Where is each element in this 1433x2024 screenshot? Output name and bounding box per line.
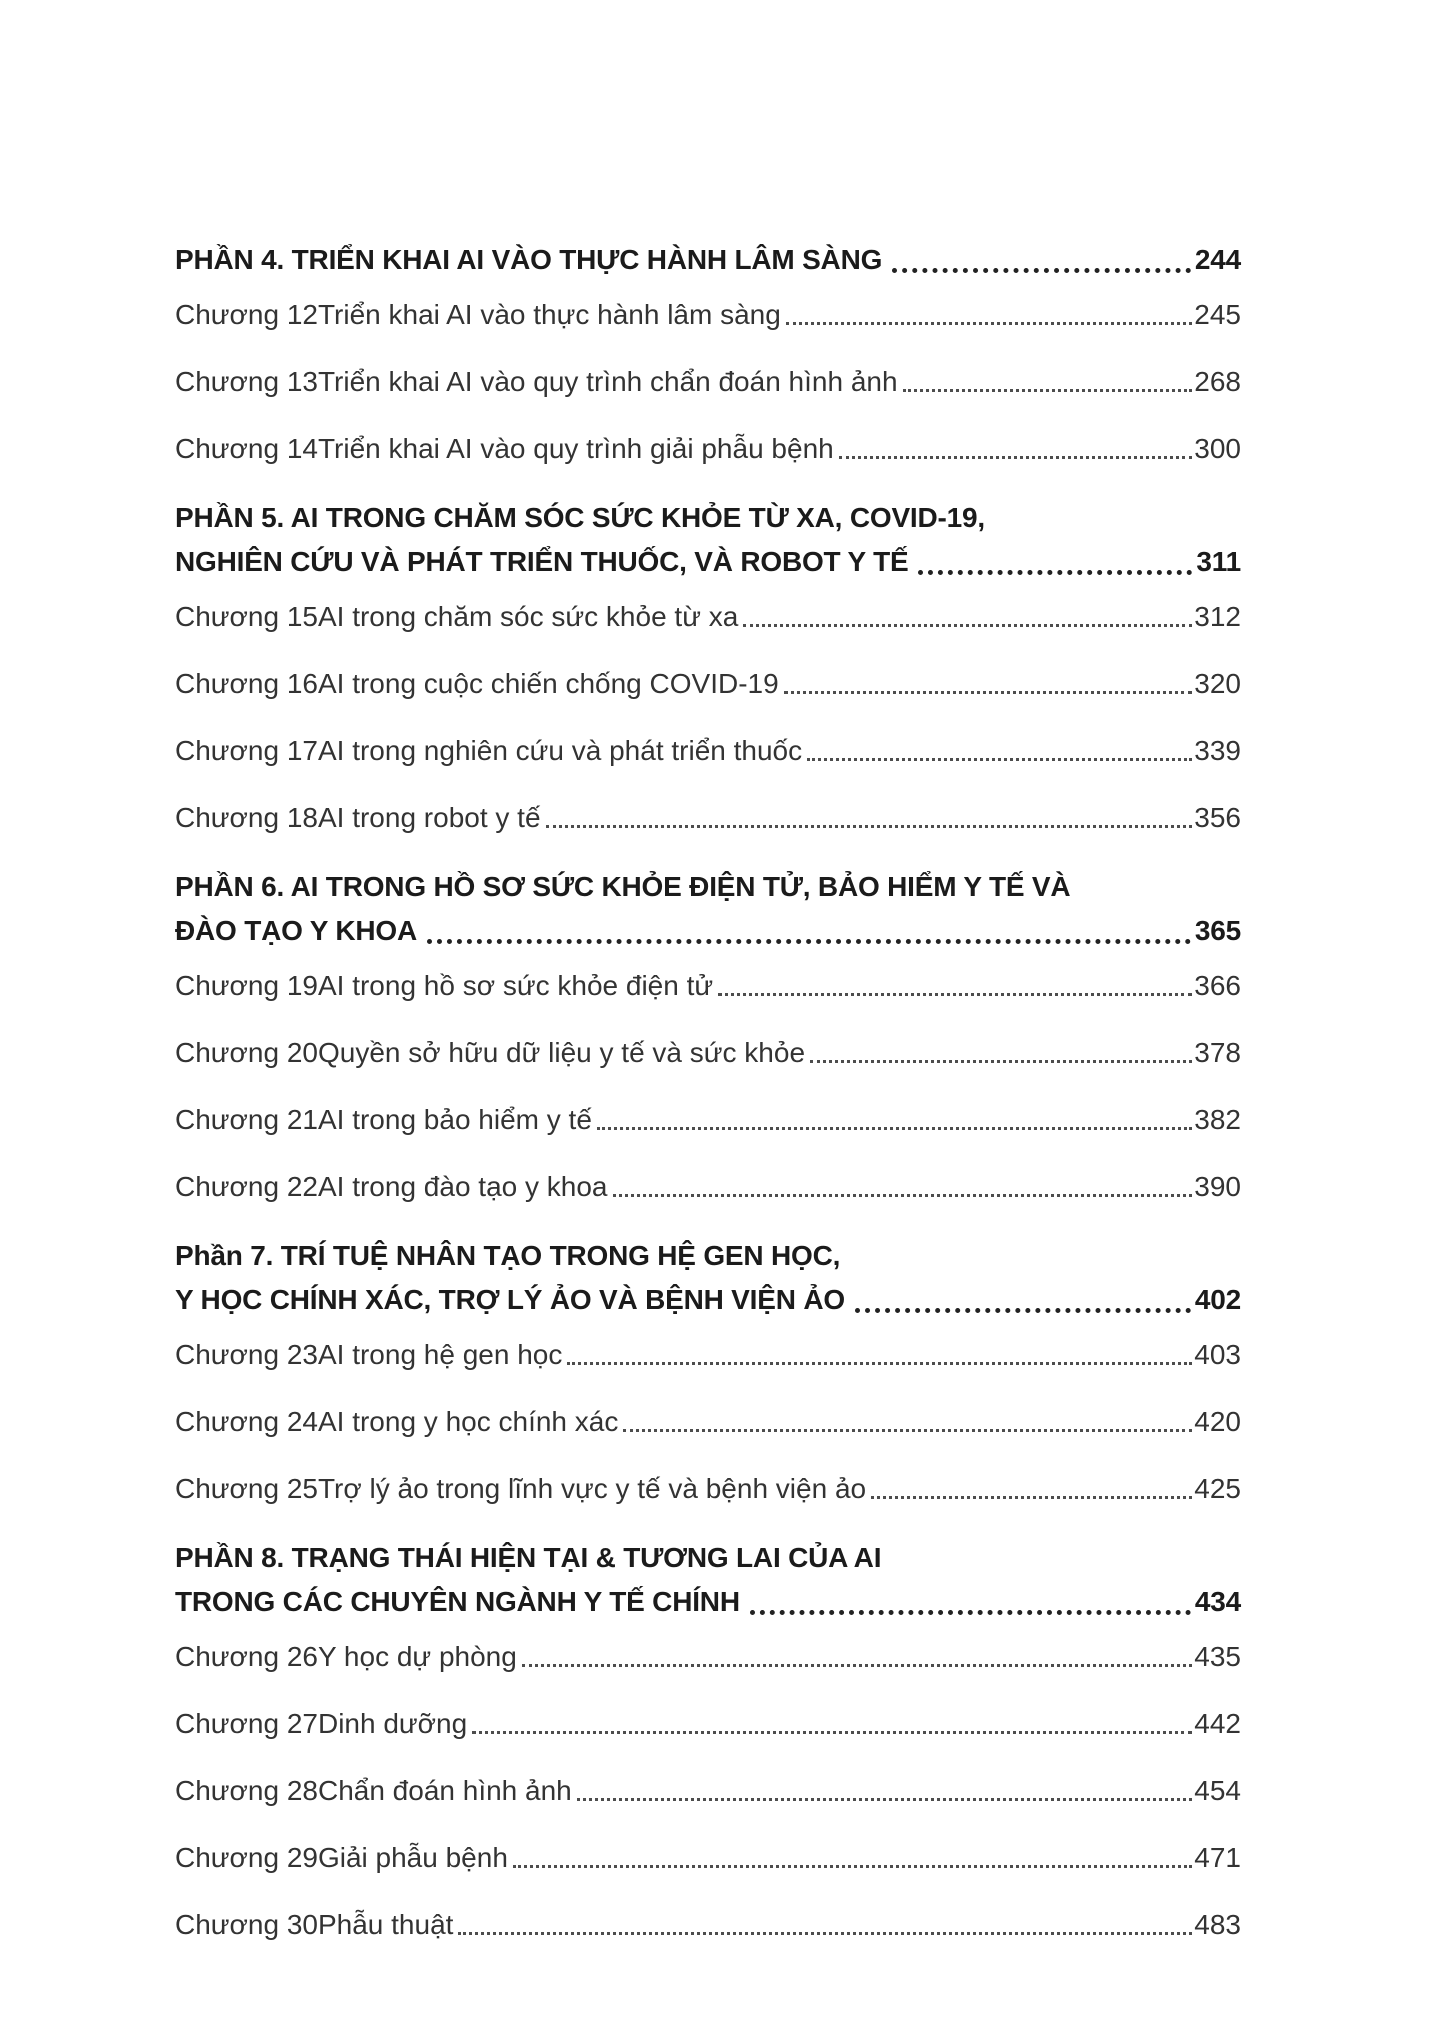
section-page-number: 311: [1196, 546, 1241, 577]
section-title: [175, 1536, 1241, 1624]
chapter-label: Chương 15: [175, 601, 318, 632]
leader-dots: [892, 268, 1191, 273]
toc-entry: [175, 1338, 1241, 1372]
toc-entry: [175, 1707, 1241, 1741]
chapter-label: Chương 14: [175, 433, 318, 464]
chapter-page-number: 403: [1194, 1339, 1241, 1370]
toc-section-8: [175, 1536, 1241, 1942]
section-page-number: 402: [1194, 1284, 1241, 1315]
chapter-page-number: 425: [1194, 1473, 1241, 1504]
toc-entry: [175, 365, 1241, 399]
section-page-number: 434: [1194, 1586, 1241, 1617]
toc-page: [175, 238, 1241, 1942]
toc-entry: [175, 432, 1241, 466]
leader-dots: [546, 825, 1193, 828]
chapter-label: Chương 26: [175, 1641, 318, 1672]
leader-dots: [743, 624, 1192, 627]
toc-entry: [175, 600, 1241, 634]
toc-section-5: [175, 496, 1241, 835]
chapter-title: AI trong đào tạo y khoa: [317, 1171, 608, 1202]
leader-dots: [577, 1798, 1193, 1801]
chapter-label: Chương 28: [175, 1775, 318, 1806]
section-page-number: 365: [1194, 915, 1241, 946]
chapter-page-number: 366: [1194, 970, 1241, 1001]
leader-dots: [784, 691, 1193, 694]
section-title-text: TRONG CÁC CHUYÊN NGÀNH Y TẾ CHÍNH: [175, 1586, 740, 1617]
chapter-page-number: 339: [1194, 735, 1241, 766]
section-title: [175, 496, 1241, 584]
chapter-title: Phẫu thuật: [317, 1909, 454, 1940]
leader-dots: [918, 570, 1192, 575]
toc-entry: [175, 1036, 1241, 1070]
toc-entry: [175, 801, 1241, 835]
chapter-label: Chương 19: [175, 970, 318, 1001]
chapter-title: Chẩn đoán hình ảnh: [317, 1775, 572, 1806]
chapter-label: Chương 18: [175, 802, 318, 833]
chapter-page-number: 382: [1194, 1104, 1241, 1135]
chapter-label: Chương 24: [175, 1406, 318, 1437]
chapter-title: Dinh dưỡng: [317, 1708, 468, 1739]
chapter-label: Chương 13: [175, 366, 318, 397]
toc-section-7: [175, 1234, 1241, 1506]
leader-dots: [458, 1932, 1192, 1935]
section-title-text: PHẦN 6. AI TRONG HỒ SƠ SỨC KHỎE ĐIỆN TỬ, BẢO HIỂM Y TẾ VÀ: [175, 871, 1071, 902]
chapter-page-number: 245: [1194, 299, 1241, 330]
chapter-page-number: 378: [1194, 1037, 1241, 1068]
chapter-page-number: 454: [1194, 1775, 1241, 1806]
leader-dots: [567, 1362, 1192, 1365]
chapter-title: AI trong y học chính xác: [317, 1406, 619, 1437]
toc-entry: [175, 1103, 1241, 1137]
chapter-title: AI trong robot y tế: [317, 802, 541, 833]
toc-entry: [175, 667, 1241, 701]
chapter-title: Giải phẫu bệnh: [317, 1842, 508, 1873]
chapter-page-number: 483: [1194, 1909, 1241, 1940]
toc-entry: [175, 1640, 1241, 1674]
chapter-label: Chương 16: [175, 668, 318, 699]
chapter-label: Chương 20: [175, 1037, 318, 1068]
leader-dots: [807, 758, 1192, 761]
section-title-text: Y HỌC CHÍNH XÁC, TRỢ LÝ ẢO VÀ BỆNH VIỆN ẢO: [175, 1284, 845, 1315]
chapter-label: Chương 27: [175, 1708, 318, 1739]
chapter-title: Triển khai AI vào thực hành lâm sàng: [317, 299, 781, 330]
chapter-page-number: 435: [1194, 1641, 1241, 1672]
chapter-page-number: 320: [1194, 668, 1241, 699]
toc-entry: [175, 1774, 1241, 1808]
section-title-text: PHẦN 4. TRIỂN KHAI AI VÀO THỰC HÀNH LÂM SÀNG: [175, 244, 883, 275]
chapter-label: Chương 30: [175, 1909, 318, 1940]
toc-entry: [175, 1405, 1241, 1439]
chapter-title: Triển khai AI vào quy trình giải phẫu bệnh: [317, 433, 834, 464]
leader-dots: [839, 456, 1193, 459]
leader-dots: [855, 1308, 1191, 1313]
leader-dots: [871, 1496, 1192, 1499]
chapter-title: Y học dự phòng: [317, 1641, 517, 1672]
chapter-title: Trợ lý ảo trong lĩnh vực y tế và bệnh viện ảo: [317, 1473, 867, 1504]
leader-dots: [427, 939, 1191, 944]
leader-dots: [750, 1610, 1191, 1615]
chapter-page-number: 471: [1194, 1842, 1241, 1873]
toc-entry: [175, 1908, 1241, 1942]
leader-dots: [613, 1194, 1193, 1197]
leader-dots: [903, 389, 1193, 392]
chapter-label: Chương 17: [175, 735, 318, 766]
chapter-page-number: 390: [1194, 1171, 1241, 1202]
toc-entry: [175, 1472, 1241, 1506]
chapter-title: AI trong bảo hiểm y tế: [317, 1104, 592, 1135]
toc-entry: [175, 298, 1241, 332]
leader-dots: [472, 1731, 1192, 1734]
chapter-page-number: 442: [1194, 1708, 1241, 1739]
section-page-number: 244: [1194, 244, 1241, 275]
section-title-text: PHẦN 8. TRẠNG THÁI HIỆN TẠI & TƯƠNG LAI CỦA AI: [175, 1542, 882, 1573]
chapter-label: Chương 25: [175, 1473, 318, 1504]
toc-entry: [175, 969, 1241, 1003]
chapter-page-number: 420: [1194, 1406, 1241, 1437]
chapter-label: Chương 22: [175, 1171, 318, 1202]
section-title-text: PHẦN 5. AI TRONG CHĂM SÓC SỨC KHỎE TỪ XA, COVID-19,: [175, 502, 985, 533]
toc-entry: [175, 1170, 1241, 1204]
chapter-label: Chương 21: [175, 1104, 318, 1135]
chapter-page-number: 268: [1194, 366, 1241, 397]
section-title-text: NGHIÊN CỨU VÀ PHÁT TRIỂN THUỐC, VÀ ROBOT Y TẾ: [175, 546, 909, 577]
chapter-label: Chương 29: [175, 1842, 318, 1873]
chapter-page-number: 356: [1194, 802, 1241, 833]
toc-section-4: [175, 238, 1241, 466]
chapter-label: Chương 12: [175, 299, 318, 330]
section-title: [175, 1234, 1241, 1322]
leader-dots: [623, 1429, 1192, 1432]
chapter-page-number: 300: [1194, 433, 1241, 464]
leader-dots: [522, 1664, 1192, 1667]
chapter-title: AI trong nghiên cứu và phát triển thuốc: [317, 735, 803, 766]
section-title: [175, 865, 1241, 953]
toc-section-6: [175, 865, 1241, 1204]
leader-dots: [810, 1060, 1192, 1063]
chapter-title: AI trong cuộc chiến chống COVID-19: [317, 668, 779, 699]
chapter-title: Quyền sở hữu dữ liệu y tế và sức khỏe: [317, 1037, 806, 1068]
leader-dots: [597, 1127, 1192, 1130]
section-title-text: ĐÀO TẠO Y KHOA: [175, 915, 417, 946]
chapter-title: AI trong hồ sơ sức khỏe điện tử: [317, 970, 714, 1001]
chapter-title: AI trong chăm sóc sức khỏe từ xa: [317, 601, 739, 632]
chapter-page-number: 312: [1194, 601, 1241, 632]
leader-dots: [786, 322, 1192, 325]
toc-entry: [175, 734, 1241, 768]
chapter-title: Triển khai AI vào quy trình chẩn đoán hình ảnh: [317, 366, 898, 397]
leader-dots: [718, 993, 1192, 996]
toc-entry: [175, 1841, 1241, 1875]
leader-dots: [513, 1865, 1192, 1868]
chapter-label: Chương 23: [175, 1339, 318, 1370]
section-title-text: Phần 7. TRÍ TUỆ NHÂN TẠO TRONG HỆ GEN HỌC,: [175, 1240, 841, 1271]
section-title: [175, 238, 1241, 282]
chapter-title: AI trong hệ gen học: [317, 1339, 563, 1370]
